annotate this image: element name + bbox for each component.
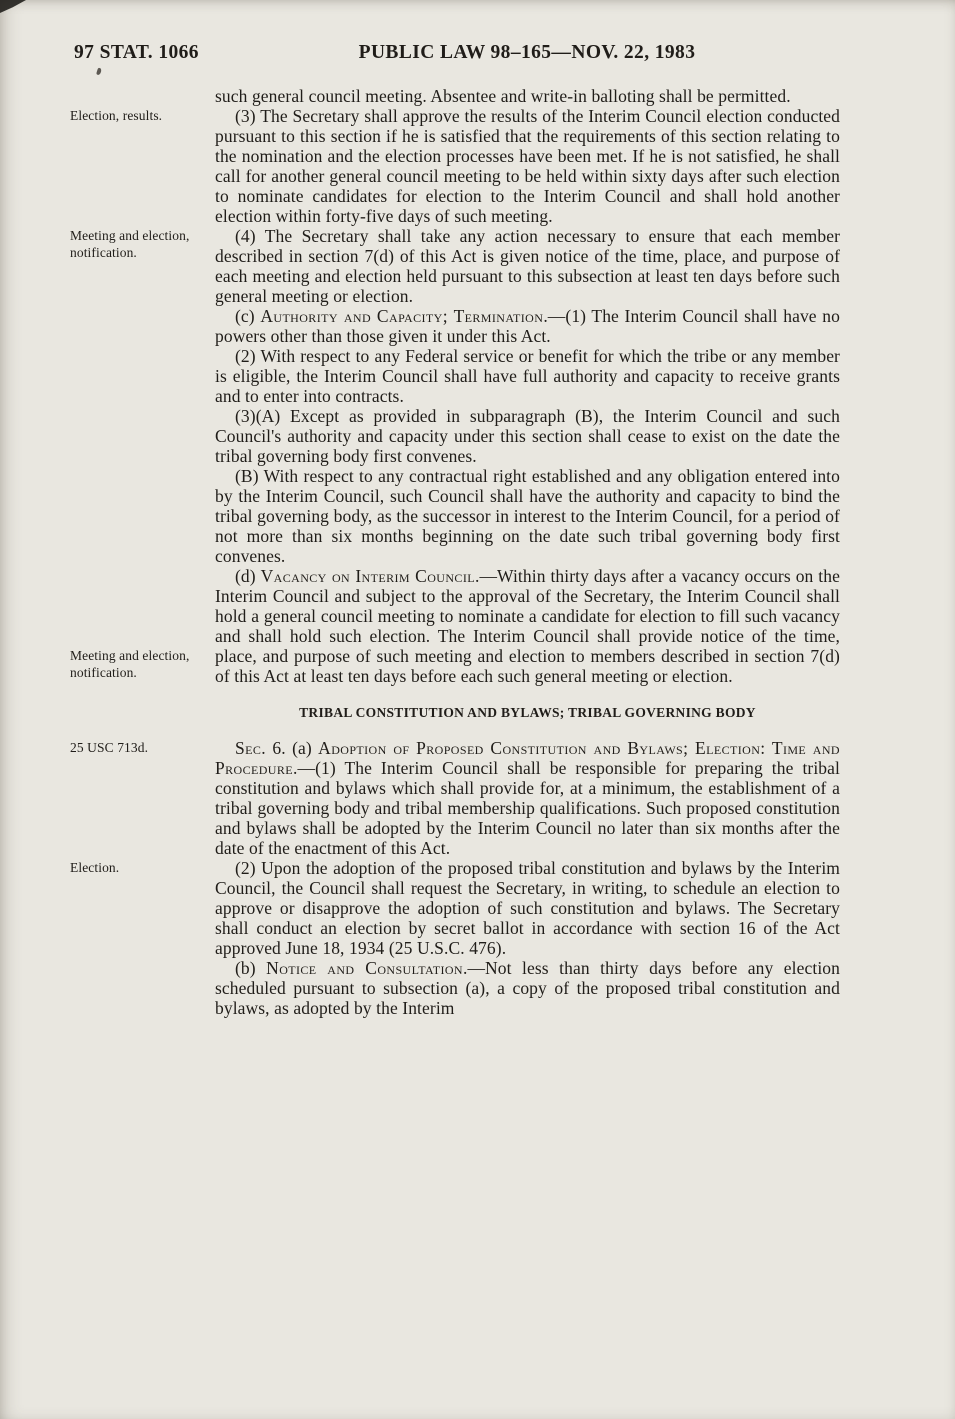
margin-note-usc-citation: 25 USC 713d. — [70, 740, 149, 755]
smallcaps-heading-text: Vacancy on Interim Council — [260, 566, 475, 586]
paragraph-text: (B) With respect to any contractual right established and any obligation entered into by the Interim Council, such Council shall have the authority and capacity to bind the tribal governing body, as the successor in interest to the Interim Council, for a period of not more than six months beginning on the date such tribal governing body first convenes. — [215, 466, 840, 566]
paragraph-text: such general council meeting. Absentee and write-in balloting shall be permitted. — [215, 86, 791, 106]
paragraph-b-notice-consultation — [215, 958, 840, 1018]
paragraph-text: (2) Upon the adoption of the proposed tribal constitution and bylaws by the Interim Council, the Council shall request the Secretary, in writing, to schedule an election to approve or disapprove the adoption of such constitution and bylaws. The Secretary shall conduct an election by secret ballot in accordance with section 16 of the Act approved June 18, 1934 (25 U.S.C. 476). — [215, 858, 840, 958]
paragraph-text: .—Not less than thirty days before any election scheduled pursuant to subsection (a), a copy of the proposed tribal constitution and bylaws, as adopted by the Interim — [215, 958, 840, 1018]
smallcaps-heading-text: Authority and Capacity; Termination — [260, 306, 544, 326]
paragraph-3-secretary-approval — [70, 106, 840, 226]
smallcaps-heading-text: Notice and Consultation — [266, 958, 463, 978]
margin-note-meeting-election-notification: Meeting and election, notification. — [70, 228, 190, 260]
smallcaps-heading-text: Adoption of Proposed Constitution and Bylaws; Election: Time and Procedure — [215, 738, 840, 778]
paragraph-continuation — [215, 86, 840, 106]
paragraph-c-authority-capacity — [215, 306, 840, 346]
paragraph-text: (2) With respect to any Federal service or benefit for which the tribe or any member is eligible, the Interim Council shall have full authority and capacity to receive grants and to enter into contracts. — [215, 346, 840, 406]
paragraph-text: .—Within thirty days after a vacancy occurs on the Interim Council and subject to the approval of the Secretary, the Interim Council shall hold a general council meeting to nominate a candidate for election to fill such vacancy and shall hold such election. The Interim Council shall provide notice of the time, place, and purpose of such meeting and election to members described in section 7(d) of this Act at least ten days before each such general meeting or election. — [215, 566, 840, 686]
paragraph-text: (3)(A) Except as provided in subparagraph (B), the Interim Council and such Council's authority and capacity under this section shall cease to exist on the date the tribal governing body first convenes. — [215, 406, 840, 466]
statute-body — [70, 86, 840, 1018]
paragraph-text: .—(1) The Interim Council shall be responsible for preparing the tribal constitution and bylaws which shall provide for, at a minimum, the establishment of a tribal governing body and tribal membership qualifications. Such proposed constitution and bylaws shall be adopted by the Interim Council no later than six months after the date of the enactment of this Act. — [215, 758, 840, 858]
margin-note-meeting-election-notification: Meeting and election, notification. — [70, 648, 190, 680]
paragraph-c3b-contractual-right — [215, 466, 840, 566]
paragraph-text: (3) The Secretary shall approve the results of the Interim Council election conducted pursuant to this section if he is satisfied that the requirements of this section relating to the nomination and the election processes have been met. If he is not satisfied, he shall call for another general council meeting to be held within sixty days after such election to nominate candidates for election to the Interim Council and shall hold another election within forty-five days of such meeting. — [215, 106, 840, 226]
scan-artifact — [96, 68, 102, 76]
margin-note-election: Election. — [70, 860, 120, 875]
smallcaps-sec-label: Sec. — [235, 738, 267, 758]
paragraph-c3a-cease-to-exist — [215, 406, 840, 466]
paragraph-c2-federal-service — [215, 346, 840, 406]
paragraph-4-notice — [70, 226, 840, 306]
paragraph-text: (b) — [235, 958, 267, 978]
law-title: PUBLIC LAW 98–165—NOV. 22, 1983 — [358, 42, 696, 63]
paragraph-d-vacancy — [70, 566, 840, 686]
paragraph-text: (c) — [235, 306, 261, 326]
paragraph-text: (4) The Secretary shall take any action necessary to ensure that each member described in section 7(d) of this Act is given notice of the time, place, and purpose of each meeting and election held pursuant to this subsection at least ten days before such general meeting or election. — [215, 226, 840, 306]
stat-number: 97 STAT. 1066 — [74, 42, 199, 63]
paragraph-sec6-adoption — [70, 738, 840, 858]
paragraph-a2-election-request — [70, 858, 840, 958]
margin-note-election-results: Election, results. — [70, 108, 163, 123]
paragraph-text: 6. (a) — [266, 738, 319, 758]
paragraph-text: .—(1) The Interim Council shall have no powers other than those given it under this Act. — [215, 306, 840, 346]
paragraph-text: (d) — [235, 566, 261, 586]
section-heading: TRIBAL CONSTITUTION AND BYLAWS; TRIBAL GOVERNING BODY — [299, 705, 756, 720]
